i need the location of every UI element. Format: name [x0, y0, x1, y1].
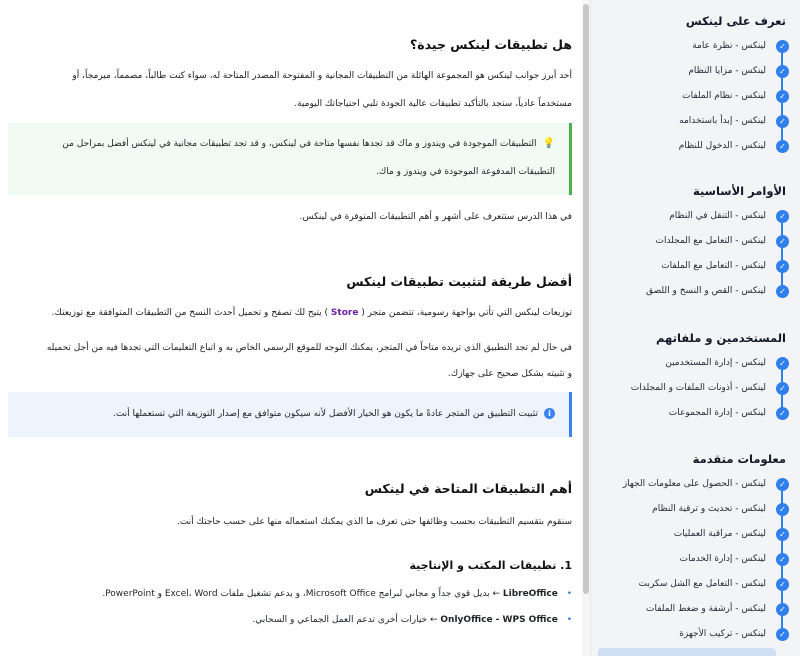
- info-text: تثبيت التطبيق من المتجر عادةً ما يكون هو الخيار الأفضل لأنه سيكون متوافق مع إصدار التوزيعة التي تستعملها أنت.: [112, 409, 538, 419]
- list-item-onlyoffice: [10, 613, 572, 627]
- app-name: LibreOffice: [502, 589, 558, 599]
- paragraph-store: [10, 299, 572, 327]
- sidebar-section-title: الأوامر الأساسية: [693, 184, 786, 198]
- check-circle-icon: ✓: [776, 210, 789, 223]
- check-circle-icon: ✓: [776, 115, 789, 128]
- store-text-before: توزيعات لينكس التي تأتي بواجهة رسومية، تتضمن متجر (: [361, 308, 572, 318]
- heading-good-apps: هل تطبيقات لينكس جيدة؟: [409, 37, 572, 52]
- app-desc: بديل قوي جداً و مجاني لبرامج Microsoft Office، و يدعم تشغيل ملفات Excel، Word و PowerPoint.: [102, 589, 490, 599]
- paragraph-categories: سنقوم بتقسيم التطبيقات بحسب وظائفها حتى تعرف ما الذي يمكنك استعماله منها على حسب حاجتك أنت.: [176, 517, 572, 527]
- store-word: Store: [330, 308, 359, 318]
- sidebar-section-users: [591, 325, 800, 426]
- check-circle-icon: ✓: [776, 503, 789, 516]
- check-circle-icon: ✓: [776, 407, 789, 420]
- store-text-after: ) يتيح لك تصفح و تحميل أحدث النسخ من التطبيقات المتوافقة مع توزيعتك.: [51, 308, 329, 318]
- sidebar-item[interactable]: ✓ لينكس - تركيب الأجهزة: [597, 622, 790, 647]
- check-circle-icon: ✓: [776, 528, 789, 541]
- heading-top-apps: أهم التطبيقات المتاحة في لينكس: [364, 481, 572, 496]
- app-name: OnlyOffice - WPS Office: [440, 615, 558, 625]
- sidebar-item[interactable]: ✓ لينكس - التعامل مع الملفات: [597, 254, 790, 279]
- sidebar-item[interactable]: ✓ لينكس - الدخول للنظام: [597, 134, 790, 159]
- sidebar-item[interactable]: ✓ لينكس - نظام الملفات: [597, 84, 790, 109]
- info-icon: i: [544, 408, 555, 419]
- sidebar-next-button[interactable]: [598, 648, 776, 656]
- heading-best-way: أفضل طريقة لتثبيت تطبيقات لينكس: [346, 274, 572, 289]
- sidebar-list: [597, 204, 790, 304]
- sidebar-item[interactable]: ✓ لينكس - التعامل مع المجلدات: [597, 229, 790, 254]
- check-circle-icon: ✓: [776, 628, 789, 641]
- sidebar-item[interactable]: ✓ لينكس - مراقبة العمليات: [597, 522, 790, 547]
- check-circle-icon: ✓: [776, 578, 789, 591]
- check-circle-icon: ✓: [776, 260, 789, 273]
- sidebar-item[interactable]: ✓ لينكس - مزايا النظام: [597, 59, 790, 84]
- arrow-icon: ←: [492, 589, 500, 599]
- sidebar-item[interactable]: ✓ لينكس - التعامل مع الشل سكربت: [597, 572, 790, 597]
- sidebar-list: [597, 34, 790, 159]
- sidebar-item[interactable]: ✓ لينكس - الحصول على معلومات الجهاز: [597, 472, 790, 497]
- info-box: [8, 392, 572, 437]
- bullet-icon: •: [566, 589, 572, 599]
- paragraph-not-found-2: و تثبيته بشكل صحيح على جهازك.: [447, 369, 572, 379]
- heading-office: 1. تطبيقات المكتب و الإنتاجية: [409, 559, 572, 572]
- check-circle-icon: ✓: [776, 603, 789, 616]
- sidebar-item[interactable]: ✓ لينكس - إبدأ باستخدامه: [597, 109, 790, 134]
- sidebar-item[interactable]: ✓ لينكس - إدارة المجموعات: [597, 401, 790, 426]
- paragraph-lesson: في هذا الدرس ستتعرف على أشهر و أهم التطبيقات المتوفرة في لينكس.: [299, 212, 572, 222]
- check-circle-icon: ✓: [776, 553, 789, 566]
- lessons-sidebar: [590, 0, 800, 656]
- check-circle-icon: ✓: [776, 382, 789, 395]
- lightbulb-icon: 💡: [542, 138, 555, 149]
- paragraph-intro-1: أحد أبرز جوانب لينكس هو المجموعة الهائلة من التطبيقات المجانية و المفتوحة المصدر المتاحة له، سواء كنت طالباً، مصمماً، ميرمجاً، أو: [72, 71, 572, 81]
- tip-text-line-2: التطبيقات المدفوعة الموجودة في ويندوز و ماك.: [375, 167, 555, 177]
- scrollbar-thumb[interactable]: [583, 4, 589, 594]
- sidebar-section-basics: [591, 178, 800, 304]
- sidebar-item[interactable]: ✓ لينكس - نظرة عامة: [597, 34, 790, 59]
- check-circle-icon: ✓: [776, 40, 789, 53]
- bullet-icon: •: [566, 615, 572, 625]
- arrow-icon: ←: [429, 615, 438, 625]
- sidebar-item[interactable]: ✓ لينكس - أرشفة و ضغط الملفات: [597, 597, 790, 622]
- sidebar-item[interactable]: ✓ لينكس - إدارة المستخدمين: [597, 351, 790, 376]
- check-circle-icon: ✓: [776, 357, 789, 370]
- check-circle-icon: ✓: [776, 235, 789, 248]
- tip-text-line-1: التطبيقات الموجودة في ويندوز و ماك قد تجدها نفسها متاحة في لينكس، و قد تجد تطبيقات مجانية في لينكس أفضل بمراحل من: [62, 139, 537, 149]
- sidebar-item[interactable]: ✓ لينكس - أذونات الملفات و المجلدات: [597, 376, 790, 401]
- check-circle-icon: ✓: [776, 90, 789, 103]
- sidebar-list: [597, 351, 790, 426]
- list-item-libreoffice: [10, 587, 572, 601]
- sidebar-section-advanced: [591, 446, 800, 647]
- check-circle-icon: ✓: [776, 65, 789, 78]
- sidebar-list: [597, 472, 790, 647]
- paragraph-not-found-1: في حال لم تجد التطبيق الذي تريده متاحاً في المتجر، يمكنك التوجه للموقع الرسمي الخاص به و اتباع التعليمات التي تجدها فيه من أجل تحميله: [46, 343, 572, 353]
- check-circle-icon: ✓: [776, 140, 789, 153]
- sidebar-item[interactable]: ✓ لينكس - القص و النسخ و اللصق: [597, 279, 790, 304]
- sidebar-item[interactable]: ✓ لينكس - تحديث و ترقية النظام: [597, 497, 790, 522]
- check-circle-icon: ✓: [776, 285, 789, 298]
- tip-box: [8, 123, 572, 195]
- paragraph-intro-2: مستخدماً عادياً، ستجد بالتأكيد تطبيقات عالية الجودة تلبي احتياجاتك اليومية.: [294, 99, 572, 109]
- sidebar-item[interactable]: ✓ لينكس - التنقل في النظام: [597, 204, 790, 229]
- sidebar-section-title: تعرف على لينكس: [685, 14, 786, 28]
- content-scrollbar[interactable]: [582, 0, 590, 656]
- check-circle-icon: ✓: [776, 478, 789, 491]
- sidebar-item[interactable]: ✓ لينكس - إدارة الخدمات: [597, 547, 790, 572]
- sidebar-section-title: المستخدمين و ملفاتهم: [656, 331, 786, 345]
- app-desc: خيارات أخرى تدعم العمل الجماعي و السحابي.: [252, 615, 428, 625]
- sidebar-section-intro: [591, 8, 800, 159]
- sidebar-section-title: معلومات متقدمة: [692, 452, 786, 466]
